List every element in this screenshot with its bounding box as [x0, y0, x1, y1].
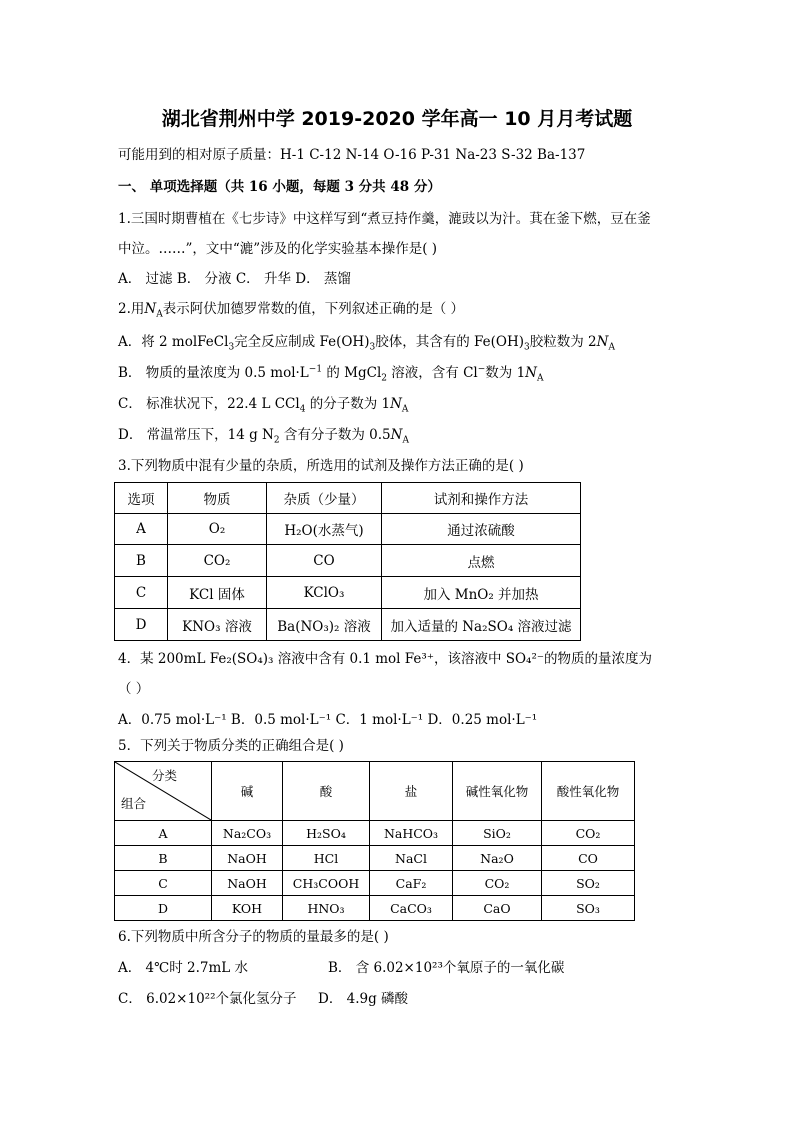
q2-option-b: B． 物质的量浓度为 0.5 $mol\cdot L^{-1}$ 的 MgCl$_2$ 溶液，含有 Cl−数为 $1N_A$: [118, 364, 544, 384]
table-cell: A: [115, 514, 168, 545]
q5-header-cell: 酸: [283, 762, 370, 821]
table-row: [115, 514, 581, 545]
q2-option-a: A．将 2 molFeCl$_3$完全反应制成 $Fe(OH)_3$胶体，其含有的 $Fe(OH)_3$胶粒数为 $2N_A$: [118, 334, 615, 353]
q6-stem: 6.下列物质中所含分子的物质的量最多的是( ): [118, 929, 389, 945]
table-cell: 加入 MnO₂ 并加热: [382, 577, 581, 609]
table-cell: D: [115, 609, 168, 641]
table-cell: CaO: [453, 896, 542, 921]
diag-top-label: 分类: [151, 768, 177, 783]
table-cell: H₂SO₄: [283, 821, 370, 846]
table-cell: NaCl: [370, 846, 453, 871]
table-cell: 点燃: [382, 545, 581, 577]
table-cell: CO₂: [453, 871, 542, 896]
page-title: 湖北省荆州中学 2019-2020 学年高一 10 月月考试题: [161, 108, 633, 130]
q6-option-b: B． 含 6.02×10²³个氧原子的一氧化碳: [328, 960, 565, 976]
table-cell: Na₂O: [453, 846, 542, 871]
table-cell: NaOH: [212, 846, 283, 871]
q5-header-cell: 盐: [370, 762, 453, 821]
table-cell: CO: [267, 545, 382, 577]
q3-header-cell: 试剂和操作方法: [382, 483, 581, 514]
table-cell: CaF₂: [370, 871, 453, 896]
q2-option-c: C． 标准状况下，22.4 L CCl$_4$ 的分子数为 $1N_A$: [118, 396, 409, 415]
section-heading: 一、 单项选择题（共 16 小题，每题 3 分共 48 分）: [118, 179, 441, 195]
table-row: [115, 821, 635, 846]
q5-stem: 5．下列关于物质分类的正确组合是( ): [118, 738, 344, 754]
table-cell: KNO₃ 溶液: [168, 609, 267, 641]
q3-table: [114, 482, 581, 641]
table-cell: D: [115, 896, 212, 921]
diagonal-header-cell: [115, 762, 212, 821]
table-cell: NaOH: [212, 871, 283, 896]
table-cell: HCl: [283, 846, 370, 871]
table-cell: O₂: [168, 514, 267, 545]
table-cell: HNO₃: [283, 896, 370, 921]
table-cell: KOH: [212, 896, 283, 921]
table-cell: KCl 固体: [168, 577, 267, 609]
q3-stem: 3.下列物质中混有少量的杂质，所选用的试剂及操作方法正确的是( ): [118, 458, 524, 474]
table-row: [115, 896, 635, 921]
table-cell: B: [115, 545, 168, 577]
q2-stem: 2.用$N_A$表示阿伏加德罗常数的值，下列叙述正确的是（ ）: [118, 301, 464, 320]
table-cell: SiO₂: [453, 821, 542, 846]
table-cell: SO₂: [542, 871, 635, 896]
q4-stem-line2: （ ）: [118, 681, 150, 697]
q1-options: A． 过滤 B． 分液 C． 升华 D． 蒸馏: [118, 271, 351, 287]
table-cell: B: [115, 846, 212, 871]
table-cell: H₂O(水蒸气): [267, 514, 382, 545]
table-cell: NaHCO₃: [370, 821, 453, 846]
table-cell: A: [115, 821, 212, 846]
diag-bottom-label: 组合: [121, 796, 147, 811]
q1-stem-line1: 1.三国时期曹植在《七步诗》中这样写到“煮豆持作羹，漉豉以为汁。萁在釜下燃，豆在釜: [118, 211, 651, 227]
table-cell: 加入适量的 Na₂SO₄ 溶液过滤: [382, 609, 581, 641]
table-cell: C: [115, 577, 168, 609]
table-cell: CO₂: [542, 821, 635, 846]
q3-header-cell: 物质: [168, 483, 267, 514]
q5-header-cell: 碱: [212, 762, 283, 821]
table-cell: CO: [542, 846, 635, 871]
atomic-masses: 可能用到的相对原子质量：H-1 C-12 N-14 O-16 P-31 Na-23 S-32 Ba-137: [118, 147, 586, 163]
q2-option-d: D． 常温常压下，14 g $N_2$ 含有分子数为 $0.5N_A$: [118, 427, 409, 446]
q4-options: A．0.75 mol·L⁻¹ B．0.5 mol·L⁻¹ C．1 mol·L⁻¹ D．0.25 mol·L⁻¹: [118, 712, 538, 728]
table-cell: CH₃COOH: [283, 871, 370, 896]
q6-option-d: D． 4.9g 磷酸: [318, 991, 409, 1007]
table-row: [115, 609, 581, 641]
table-cell: KClO₃: [267, 577, 382, 609]
q5-header-cell: 酸性氧化物: [542, 762, 635, 821]
q3-header-cell: 选项: [115, 483, 168, 514]
table-cell: 通过浓硫酸: [382, 514, 581, 545]
q6-option-c: C． 6.02×10²²个氯化氢分子: [118, 991, 297, 1007]
table-cell: CO₂: [168, 545, 267, 577]
table-cell: Ba(NO₃)₂ 溶液: [267, 609, 382, 641]
q3-header-row: [115, 483, 581, 514]
table-row: [115, 577, 581, 609]
q5-table: [114, 761, 635, 921]
table-cell: CaCO₃: [370, 896, 453, 921]
q3-header-cell: 杂质（少量）: [267, 483, 382, 514]
q6-option-a: A． 4℃时 2.7mL 水: [118, 960, 249, 976]
table-row: [115, 846, 635, 871]
table-row: [115, 545, 581, 577]
table-cell: C: [115, 871, 212, 896]
table-row: [115, 871, 635, 896]
table-cell: Na₂CO₃: [212, 821, 283, 846]
q5-header-row: [115, 762, 635, 821]
table-cell: SO₃: [542, 896, 635, 921]
q4-stem-line1: 4．某 200mL Fe₂(SO₄)₃ 溶液中含有 0.1 mol Fe³⁺，该溶液中 SO₄²⁻的物质的量浓度为: [118, 651, 653, 667]
q1-stem-line2: 中泣。……”，文中“漉”涉及的化学实验基本操作是( ): [118, 241, 438, 257]
q5-header-cell: 碱性氧化物: [453, 762, 542, 821]
